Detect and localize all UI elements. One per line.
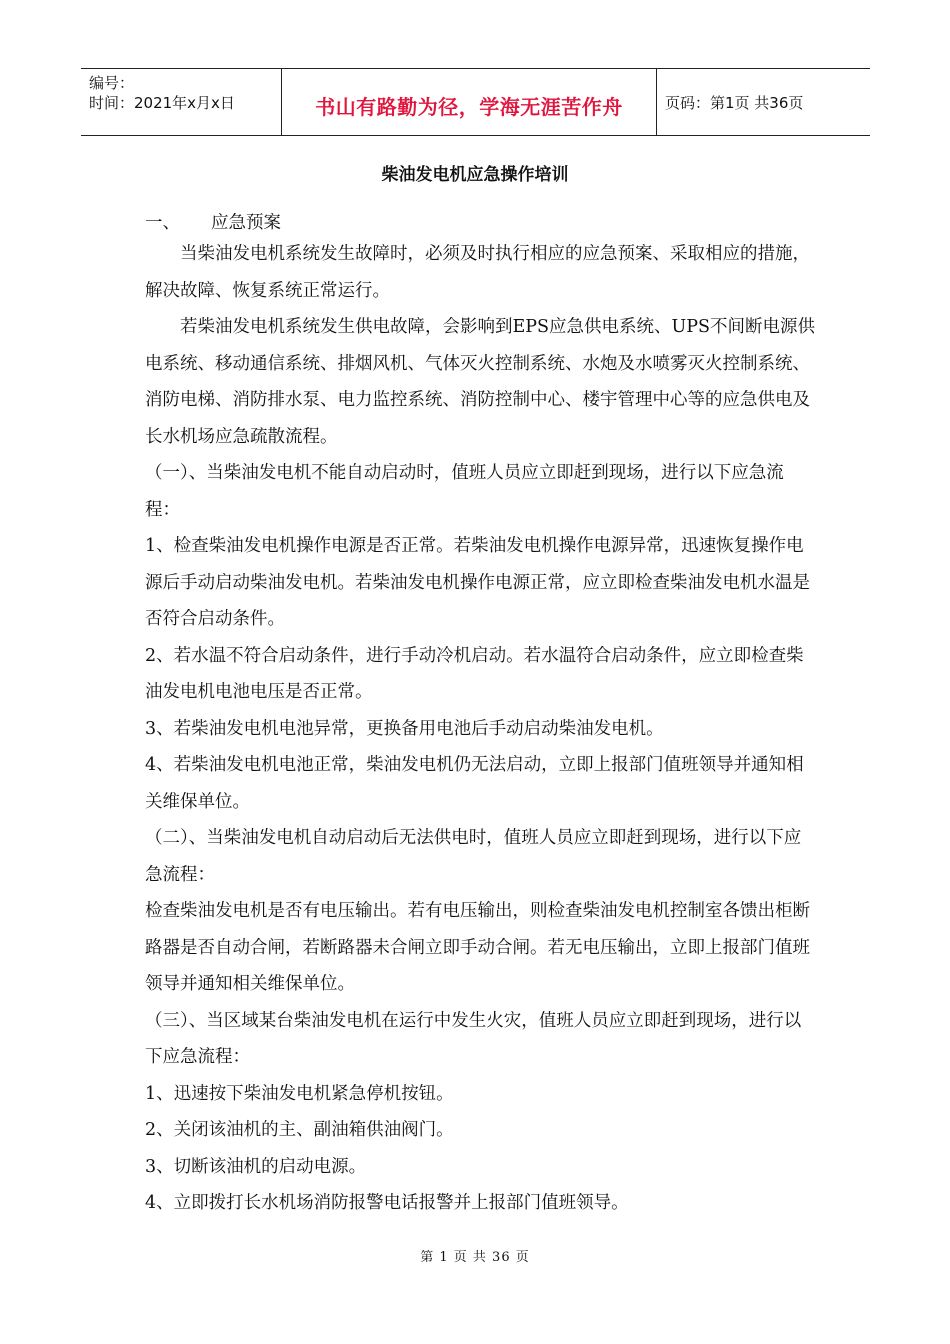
list-item: 2、关闭该油机的主、副油箱供油阀门。 xyxy=(145,1120,454,1140)
header-motto-cell xyxy=(281,69,657,135)
subsection-heading: （三）、当区域某台柴油发电机在运行中发生火灾，值班人员应立即赶到现场，进行以下应急流程： xyxy=(145,1010,802,1067)
list-item: 1、检查柴油发电机操作电源是否正常。若柴油发电机操作电源异常，迅速恢复操作电源后手动启动柴油发电机。若柴油发电机操作电源正常，应立即检查柴油发电机水温是否符合启动条件。 xyxy=(145,536,810,629)
list-item: 3、切断该油机的启动电源。 xyxy=(145,1156,367,1177)
list-item: 2、若水温不符合启动条件，进行手动冷机启动。若水温符合启动条件，应立即检查柴油发电机电池电压是否正常。 xyxy=(145,645,804,702)
document-title: 柴油发电机应急操作培训 xyxy=(381,165,569,185)
list-item: 3、若柴油发电机电池异常，更换备用电池后手动启动柴油发电机。 xyxy=(145,718,664,739)
paragraph: 当柴油发电机系统发生故障时，必须及时执行相应的应急预案、采取相应的措施，解决故障、恢复系统正常运行。 xyxy=(145,244,810,301)
header-motto: 书山有路勤为径，学海无涯苦作舟 xyxy=(315,94,623,119)
section-title: 应急预案 xyxy=(211,213,281,233)
subsection-heading: （一）、当柴油发电机不能自动启动时，值班人员应立即赶到现场，进行以下应急流程： xyxy=(145,463,784,520)
subsection-heading: （二）、当柴油发电机自动启动后无法供电时，值班人员应立即赶到现场，进行以下应急流程： xyxy=(145,828,802,885)
list-item: 1、迅速按下柴油发电机紧急停机按钮。 xyxy=(145,1083,454,1104)
time-label: 时间：2021年x月x日 xyxy=(89,94,235,112)
paragraph: 若柴油发电机系统发生供电故障，会影响到EPS应急供电系统、UPS不间断电源供电系统、移动通信系统、排烟风机、气体灭火控制系统、水炮及水喷雾灭火控制系统、消防电梯、消防排水泵、电力监控系统、消防控制中心、楼宇管理中心等的应急供电及长水机场应急疏散流程。 xyxy=(145,317,816,447)
document-body xyxy=(145,210,817,1222)
page-header xyxy=(81,68,870,136)
page-footer: 第 1 页 共 36 页 xyxy=(420,1250,530,1265)
section-number: 一、 xyxy=(145,213,180,233)
header-page-info: 页码：第1页 共36页 xyxy=(665,93,804,112)
header-meta xyxy=(81,69,281,135)
number-label: 编号： xyxy=(89,74,135,92)
section-heading xyxy=(145,210,817,236)
list-item: 4、若柴油发电机电池正常，柴油发电机仍无法启动，立即上报部门值班领导并通知相关维保单位。 xyxy=(145,755,804,812)
list-item: 4、立即拨打长水机场消防报警电话报警并上报部门值班领导。 xyxy=(145,1193,629,1213)
paragraph: 检查柴油发电机是否有电压输出。若有电压输出，则检查柴油发电机控制室各馈出柜断路器是否自动合闸，若断路器未合闸立即手动合闸。若无电压输出，立即上报部门值班领导并通知相关维保单位。 xyxy=(145,901,810,994)
